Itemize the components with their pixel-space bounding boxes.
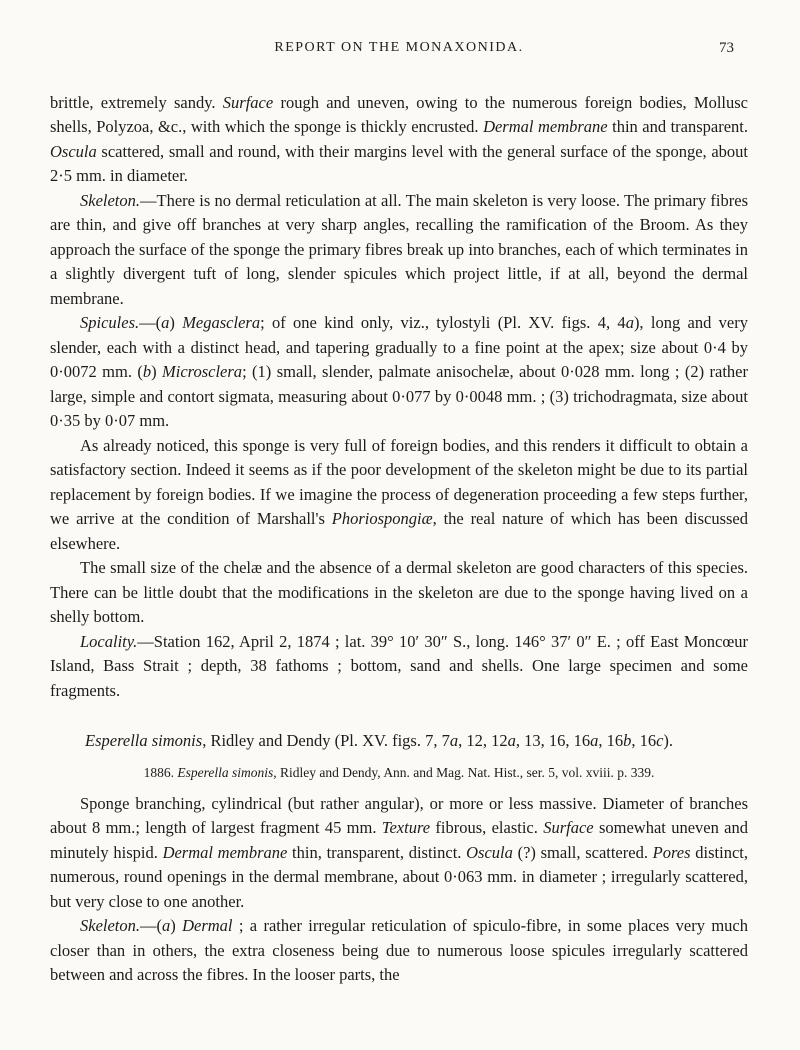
- text-run: distinct, numerous, round openings in the dermal membrane, about 0·063 mm. in diameter ; irregularly scattered, but very close to one another.: [50, 842, 748, 911]
- text-run: Skeleton.: [80, 916, 141, 935]
- text-run: Surface: [543, 818, 594, 837]
- text-run: b: [623, 731, 632, 750]
- running-head: [50, 36, 748, 61]
- text-run: Surface: [222, 92, 274, 112]
- paragraph: [50, 91, 748, 189]
- text-run: Phoriospongiæ: [331, 509, 433, 528]
- text-run: —(: [139, 313, 162, 332]
- text-run: —Station 162, April 2, 1874 ; lat. 39° 10′ 30″ S., long. 146° 37′ 0″ E. ; off East Moncœur Island, Bass Strait ; depth, 38 fathoms ; bottom, sand and shells. One large specimen and some fragments.: [50, 631, 748, 700]
- text-run: (?) small, scattered.: [512, 842, 653, 862]
- text-run: Esperella simonis: [177, 764, 274, 780]
- text-run: The small size of the chelæ and the absence of a dermal skeleton are good characters of this species. There can be little doubt that the modifications in the skeleton are due to the sponge having lived on a shelly bottom.: [50, 558, 748, 626]
- paragraph: [50, 792, 748, 915]
- citation-line: [50, 763, 748, 783]
- text-run: scattered, small and round, with their margins level with the general surface of the sponge, about 2·5 mm. in diameter.: [50, 141, 748, 185]
- paragraph: [50, 556, 748, 630]
- text-run: Spicules.: [80, 313, 140, 332]
- text-run: —There is no dermal reticulation at all. The main skeleton is very loose. The primary fibres are thin, and give off branches at very sharp angles, recalling the ramification of the Broom. As they approach the surface of the sponge the primary fibres break up into branches, each of which terminates in a slightly divergent tuft of long, slender spicules which project little, if at all, beyond the dermal membrane.: [50, 190, 748, 308]
- text-run: b: [142, 362, 152, 381]
- paragraph: [50, 630, 748, 704]
- text-run: a: [449, 731, 459, 750]
- text-run: a: [161, 313, 170, 332]
- text-run: rough and uneven, owing to the numerous foreign bodies, Mollusc shells, Polyzoa, &c., with which the sponge is thickly encrusted.: [50, 92, 749, 136]
- text-run: Pores: [652, 842, 691, 862]
- text-run: , the real nature of which has been discussed elsewhere.: [50, 509, 748, 553]
- text-run: Oscula: [50, 141, 97, 161]
- text-run: ): [170, 916, 183, 935]
- text-run: a: [625, 313, 634, 332]
- species-heading: [50, 729, 748, 754]
- text-run: ), long and very slender, each with a distinct head, and tapering gradually to a fine point at the apex; size about 0·4 by 0·0072 mm. (: [50, 313, 748, 381]
- text-run: —(: [140, 916, 163, 935]
- text-run: thin, transparent, distinct.: [287, 842, 467, 862]
- text-run: a: [162, 916, 171, 935]
- text-run: As already noticed, this sponge is very full of foreign bodies, and this renders it difficult to obtain a satisfactory section. Indeed it seems as if the poor development of the skeleton might be due to its partial replacement by foreign bodies. If we imagine the process of degeneration proceeding a few steps further, we arrive at the condition of Marshall's: [50, 435, 748, 528]
- text-run: , 12, 12: [458, 731, 508, 750]
- text-run: ): [169, 313, 183, 332]
- text-run: , Ridley and Dendy, Ann. and Mag. Nat. Hist., ser. 5, vol. xviii. p. 339.: [273, 764, 655, 780]
- text-run: , 16: [598, 731, 624, 750]
- text-run: 1886.: [143, 764, 178, 780]
- paragraph: [50, 434, 748, 557]
- text-run: somewhat uneven and minutely hispid.: [50, 818, 748, 862]
- paragraph: [50, 914, 748, 988]
- text-run: brittle, extremely sandy.: [50, 92, 223, 112]
- text-run: Locality.: [80, 631, 138, 651]
- text-run: Dermal: [182, 916, 233, 935]
- page-number: 73: [719, 40, 734, 56]
- text-run: Microsclera: [162, 362, 243, 381]
- text-run: Oscula: [466, 842, 513, 862]
- paragraph: [50, 311, 748, 434]
- text-run: ; (1) small, slender, palmate anisochelæ, about 0·028 mm. long ; (2) rather large, simple and contort sigmata, measuring about 0·077 by 0·0048 mm. ; (3) trichodragmata, size about 0·35 by 0·07 mm.: [50, 362, 748, 430]
- text-run: , 13, 16, 16: [515, 731, 591, 750]
- text-run: ; a rather irregular reticulation of spiculo-fibre, in some places very much closer than in others, the extra closeness being due to numerous loose spicules irregularly scattered between and across the fibres. In the looser parts, the: [50, 916, 748, 984]
- text-run: , 16: [631, 731, 657, 750]
- page-content: [50, 91, 748, 988]
- text-run: thin and transparent.: [607, 117, 749, 136]
- text-run: Skeleton.: [80, 190, 141, 210]
- text-run: Dermal membrane: [483, 117, 608, 136]
- text-run: , Ridley and Dendy (Pl. XV. figs. 7, 7: [202, 731, 450, 750]
- text-run: ): [151, 362, 163, 381]
- paragraph: [50, 189, 748, 312]
- text-run: ).: [663, 731, 674, 750]
- text-run: a: [590, 731, 599, 750]
- text-run: Sponge branching, cylindrical (but rather angular), or more or less massive. Diameter of branches about 8 mm.; length of largest fragment 45 mm.: [50, 793, 748, 837]
- text-run: Megasclera: [182, 313, 261, 332]
- text-run: c: [656, 731, 664, 750]
- text-run: Esperella simonis: [85, 731, 203, 750]
- text-run: fibrous, elastic.: [430, 818, 544, 837]
- page-title: REPORT ON THE MONAXONIDA.: [274, 40, 524, 55]
- text-run: a: [507, 731, 516, 750]
- text-run: ; of one kind only, viz., tylostyli (Pl. XV. figs. 4, 4: [260, 313, 626, 332]
- text-run: Dermal membrane: [162, 842, 288, 862]
- text-run: Texture: [381, 818, 431, 837]
